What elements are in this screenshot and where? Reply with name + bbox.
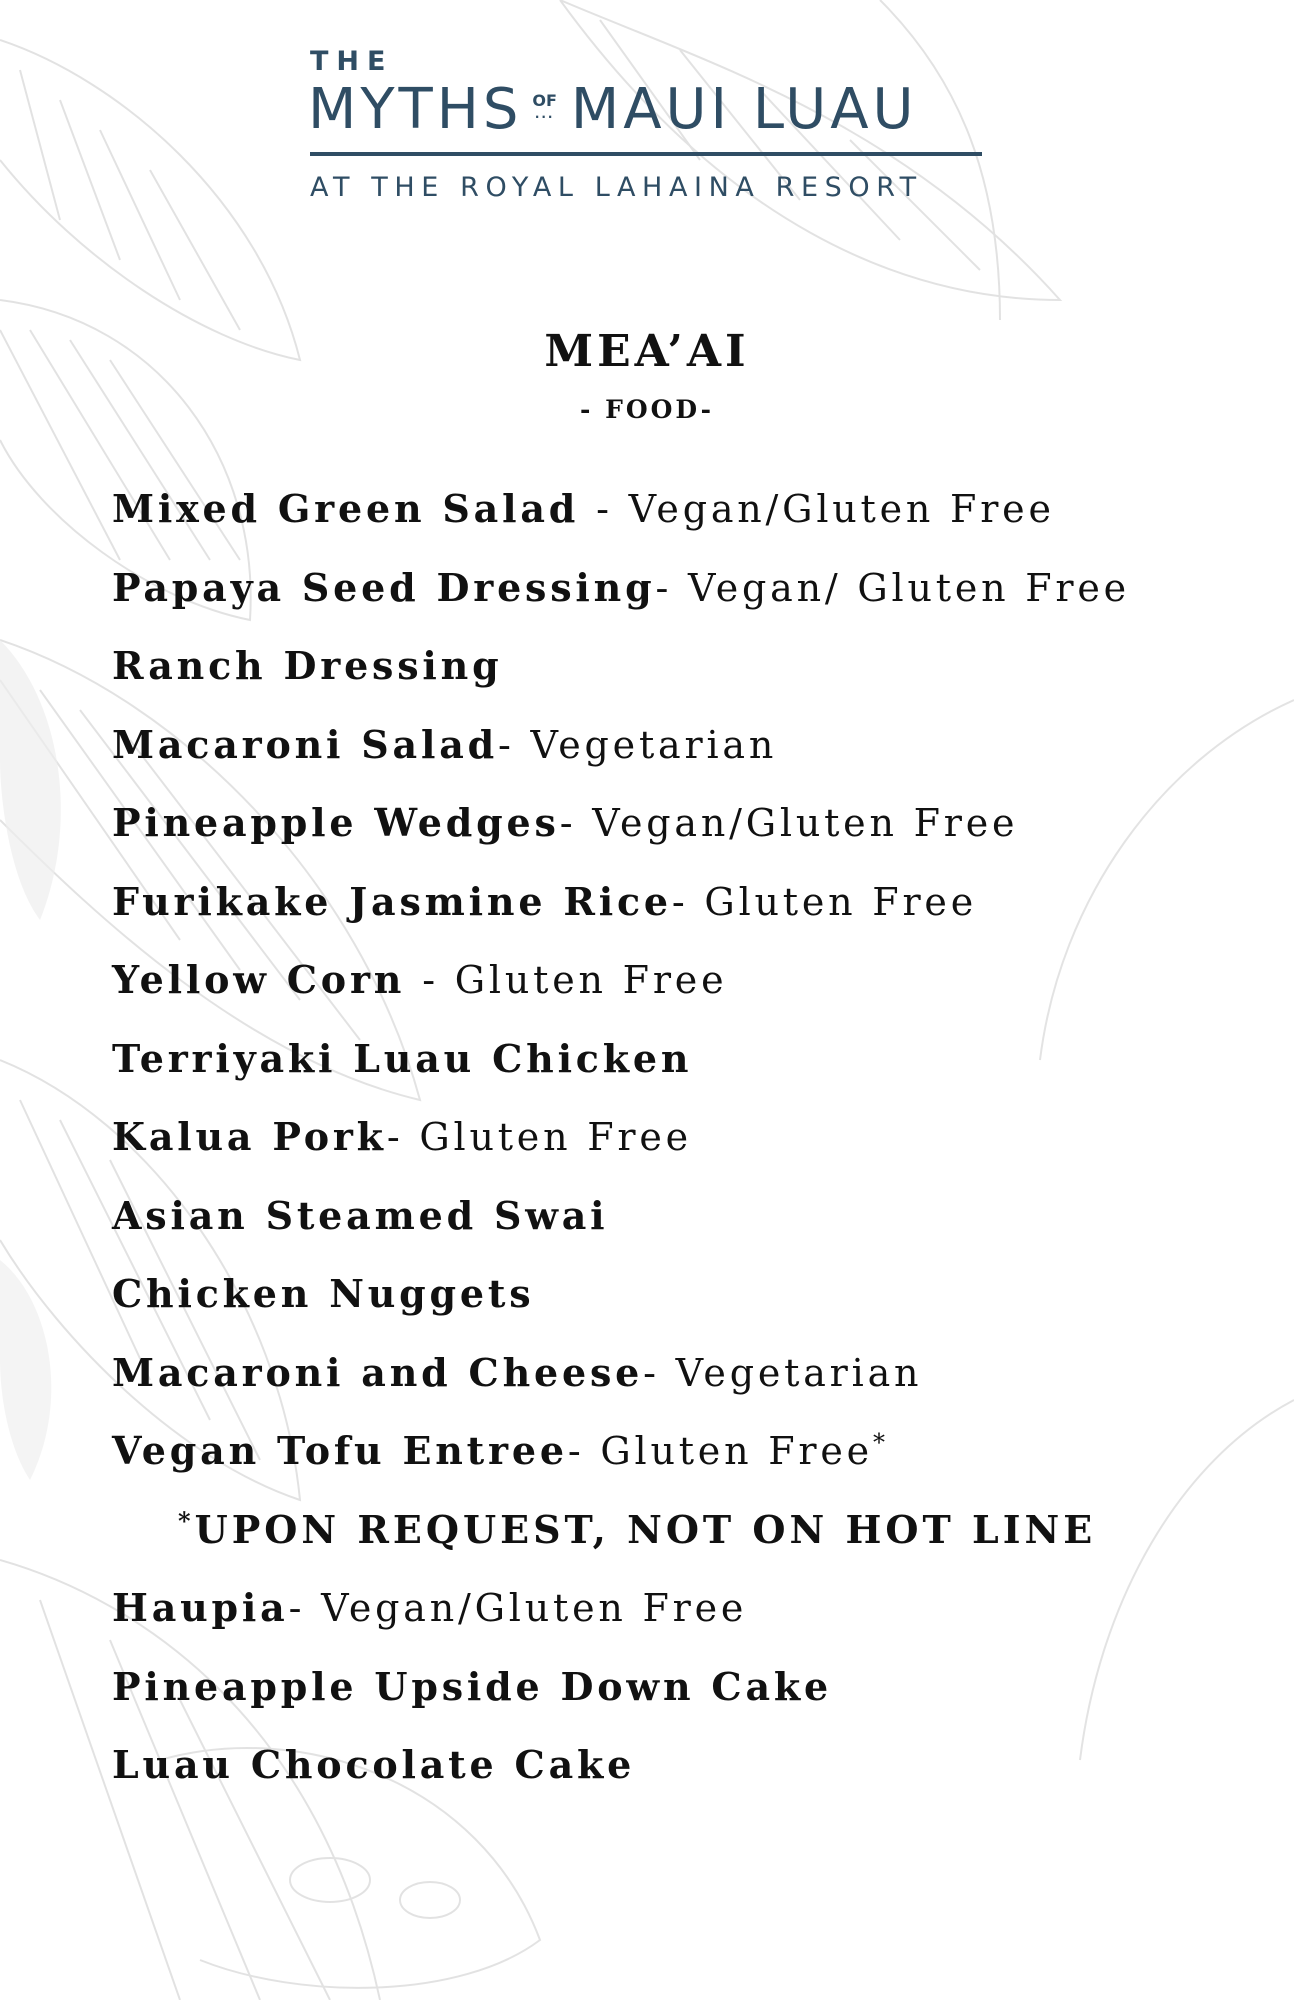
menu-item [112, 634, 1130, 713]
menu-item-name: Macaroni Salad [112, 721, 498, 767]
request-note-text: UPON REQUEST, NOT ON HOT LINE [194, 1506, 1097, 1552]
logo-divider [310, 152, 982, 156]
menu-item [112, 1341, 1130, 1420]
menu-item-tag: - Gluten Free [567, 1429, 873, 1473]
menu-item-tag: - Vegan/Gluten Free [288, 1586, 748, 1630]
logo-the-text: THE [310, 46, 394, 77]
menu-title: MEA’AI [544, 326, 750, 377]
menu-item-name: Pineapple Wedges [112, 800, 560, 845]
menu-item-tag: - Gluten Free [386, 1115, 692, 1159]
logo-of-dots: ... [534, 107, 555, 121]
request-note [112, 1498, 1130, 1577]
menu-item-name: Pineapple Upside Down Cake [112, 1663, 832, 1709]
menu-item-name: Kalua Pork [112, 1114, 387, 1159]
asterisk-mark: * [872, 1428, 889, 1457]
menu-subtitle: - FOOD- [580, 395, 714, 424]
menu-item [112, 791, 1130, 870]
menu-item-name: Terriyaki Luau Chicken [112, 1035, 693, 1081]
menu-item-name: Asian Steamed Swai [112, 1192, 609, 1238]
menu-item-tag: - Gluten Free [671, 879, 978, 924]
menu-item [112, 1655, 1130, 1734]
menu-item [112, 1105, 1130, 1184]
menu-item-name: Yellow Corn [112, 957, 423, 1002]
logo-resort-text: AT THE ROYAL LAHAINA RESORT [310, 172, 923, 203]
menu-item-tag: - Vegan/ Gluten Free [655, 565, 1130, 610]
menu-item-tag: - Vegetarian [643, 1350, 923, 1395]
menu-item-tag: - Gluten Free [422, 958, 728, 1002]
logo-main-row [308, 78, 918, 142]
resort-logo [308, 44, 988, 214]
logo-of-text: OF [532, 91, 557, 110]
logo-myths-text: MYTHS [308, 77, 523, 142]
menu-item [112, 477, 1130, 556]
menu-item-name: Haupia [112, 1585, 289, 1630]
menu-item-name: Ranch Dressing [112, 643, 503, 688]
menu-item [112, 1733, 1130, 1812]
menu-item-name: Papaya Seed Dressing [112, 564, 656, 610]
menu-item-tag: - Vegan/Gluten Free [596, 487, 1055, 531]
menu-item [112, 1027, 1130, 1106]
menu-item-name: Vegan Tofu Entree [112, 1428, 568, 1473]
menu-item-tag: - Vegan/Gluten Free [559, 801, 1019, 845]
menu-item [112, 870, 1130, 949]
menu-item [112, 1419, 1130, 1498]
logo-of-mark [532, 93, 557, 119]
menu-item [112, 556, 1130, 635]
menu-item-tag: - Vegetarian [498, 722, 778, 767]
menu-item-name: Chicken Nuggets [112, 1271, 535, 1316]
menu-item-name: Luau Chocolate Cake [112, 1742, 636, 1787]
menu-item [112, 1184, 1130, 1263]
food-menu-list [112, 477, 1130, 1812]
menu-item-name: Mixed Green Salad [112, 486, 597, 531]
menu-item-name: Macaroni and Cheese [112, 1349, 644, 1395]
menu-item-name: Furikake Jasmine Rice [112, 878, 672, 924]
menu-item [112, 1576, 1130, 1655]
menu-item [112, 1262, 1130, 1341]
logo-maui-luau-text: MAUI LUAU [570, 77, 918, 142]
asterisk-mark: * [178, 1505, 195, 1535]
menu-item [112, 948, 1130, 1027]
menu-item [112, 713, 1130, 792]
